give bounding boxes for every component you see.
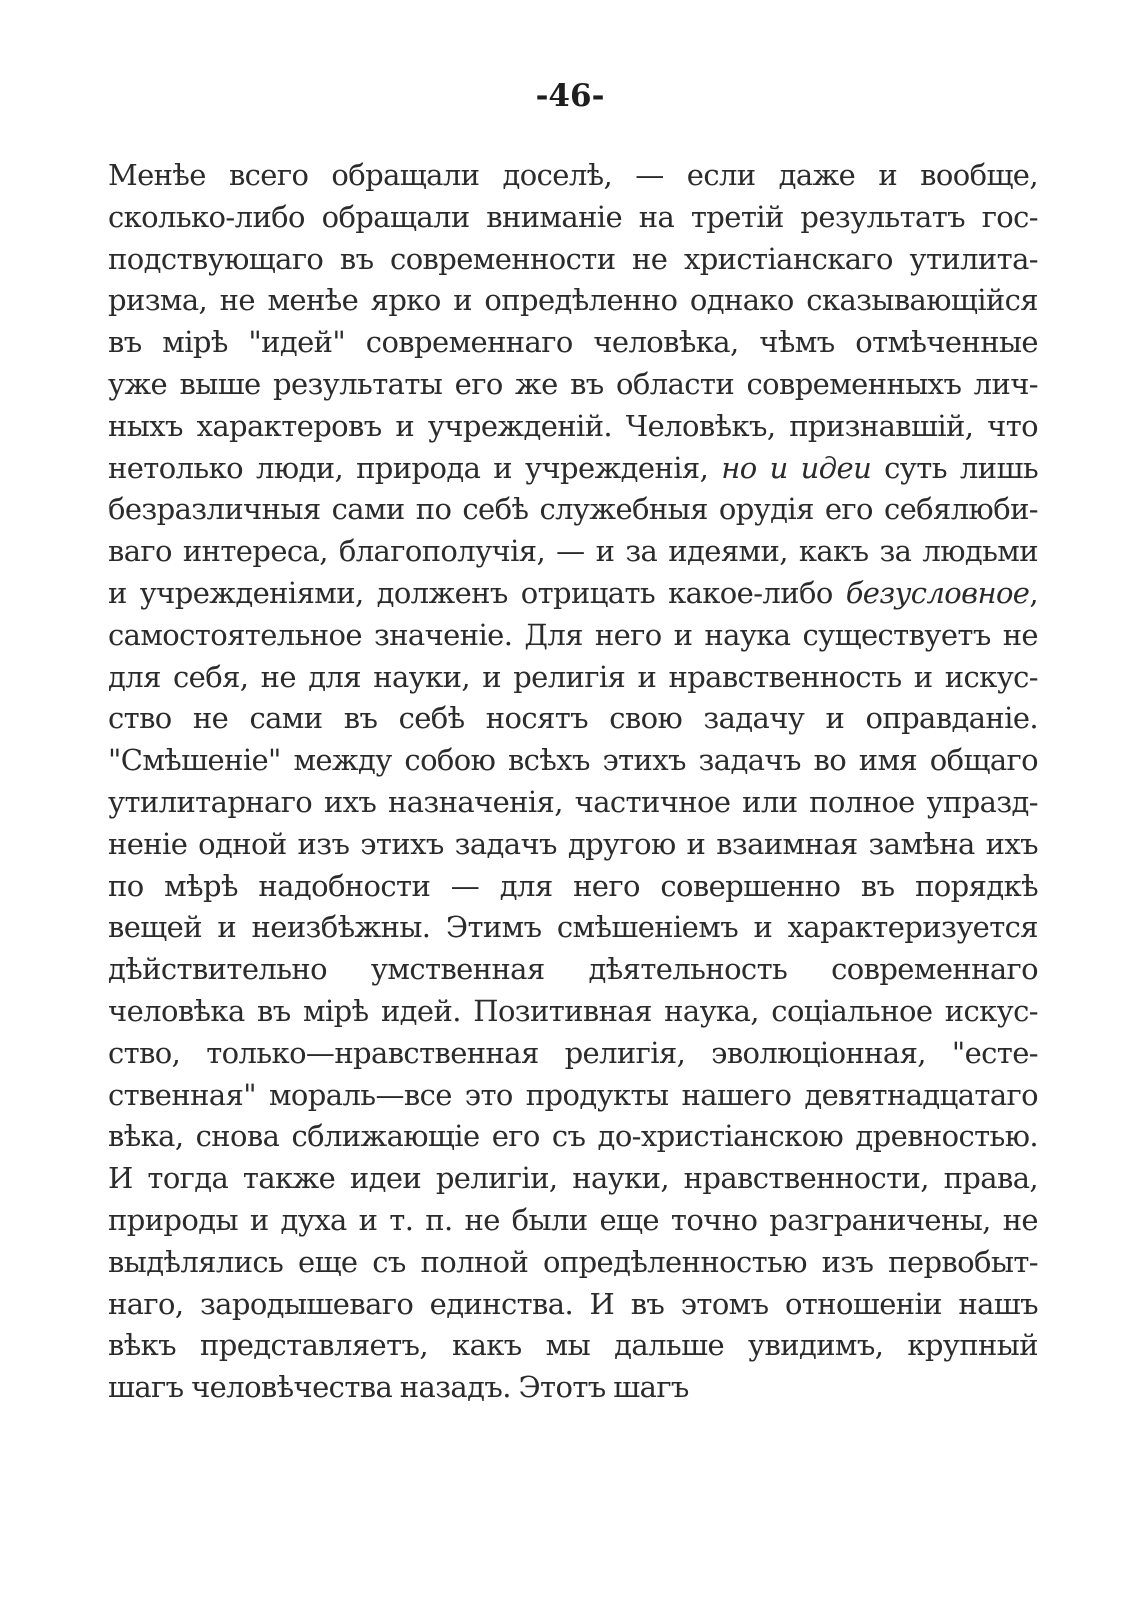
text-line: ственная" мораль—все это продукты нашего девятнадцатаго (108, 1077, 1038, 1112)
text-run: суть лишь (871, 450, 1039, 485)
text-line: И тогда также идеи религіи, науки, нравственности, права, (108, 1161, 1038, 1196)
body-text (108, 155, 1038, 1409)
text-line: утилитарнаго ихъ назначенія, частичное или полное упразд- (108, 784, 1038, 819)
text-line (108, 573, 1038, 615)
text-line: безразличныя сами по себѣ служебныя орудія его себялюби- (108, 492, 1038, 527)
text-line: выдѣлялись еще съ полной опредѣленностью изъ первобыт- (108, 1244, 1038, 1279)
text-run: и учрежденіями, долженъ отрицать какое-либо (108, 575, 846, 610)
text-line: неніе одной изъ этихъ задачъ другою и взаимная замѣна ихъ (108, 826, 1038, 861)
text-line: ство не сами въ себѣ носятъ свою задачу и оправданіе. (108, 701, 1038, 736)
text-line: Менѣе всего обращали доселѣ, — если даже и вообще, (108, 158, 1038, 192)
text-line: наго, зародышеваго единства. И въ этомъ отношеніи нашъ (108, 1286, 1038, 1321)
text-line: "Смѣшеніе" между собою всѣхъ этихъ задачъ во имя общаго (108, 743, 1038, 778)
text-line: ство, только—нравственная религія, эволюціонная, "есте- (108, 1035, 1038, 1070)
text-line: въ мірѣ "идей" современнаго человѣка, чѣмъ отмѣченные (108, 325, 1038, 360)
text-run: нетолько люди, природа и учрежденія, (108, 450, 722, 485)
text-line: ныхъ характеровъ и учрежденій. Человѣкъ, признавшій, что (108, 408, 1038, 443)
italic-emphasis: но и идеи (721, 450, 872, 485)
text-line: по мѣрѣ надобности — для него совершенно въ порядкѣ (108, 868, 1038, 903)
text-line: ваго интереса, благополучія, — и за идеями, какъ за людьми (108, 534, 1038, 569)
text-line: вѣкъ представляетъ, какъ мы дальше увидимъ, крупный (108, 1328, 1038, 1363)
text-line: ризма, не менѣе ярко и опредѣленно однако сказывающійся (108, 283, 1038, 318)
text-line: дѣйствительно умственная дѣятельность современнаго (108, 952, 1038, 987)
text-line: природы и духа и т. п. не были еще точно разграничены, не (108, 1202, 1038, 1237)
text-line: для себя, не для науки, и религія и нравственность и искус- (108, 659, 1038, 694)
text-run: , (1029, 575, 1038, 610)
text-line: уже выше результаты его же въ области современныхъ лич- (108, 366, 1038, 401)
text-line: вещей и неизбѣжны. Этимъ смѣшеніемъ и характеризуется (108, 910, 1038, 945)
page-number: -46- (535, 78, 605, 114)
text-line: самостоятельное значеніе. Для него и наука существуетъ не (108, 617, 1038, 652)
italic-emphasis: безусловное (845, 575, 1030, 610)
text-line: вѣка, снова сближающіе его съ до-христіанскою древностью. (108, 1119, 1038, 1154)
text-line (108, 448, 1038, 490)
text-line: человѣка въ мірѣ идей. Позитивная наука, соціальное искус- (108, 993, 1038, 1028)
text-line: шагъ человѣчества назадъ. Этотъ шагъ (108, 1370, 689, 1405)
text-line: подствующаго въ современности не христіанскаго утилита- (108, 241, 1038, 276)
text-line: сколько-либо обращали вниманіе на третій результатъ гос- (108, 199, 1038, 234)
